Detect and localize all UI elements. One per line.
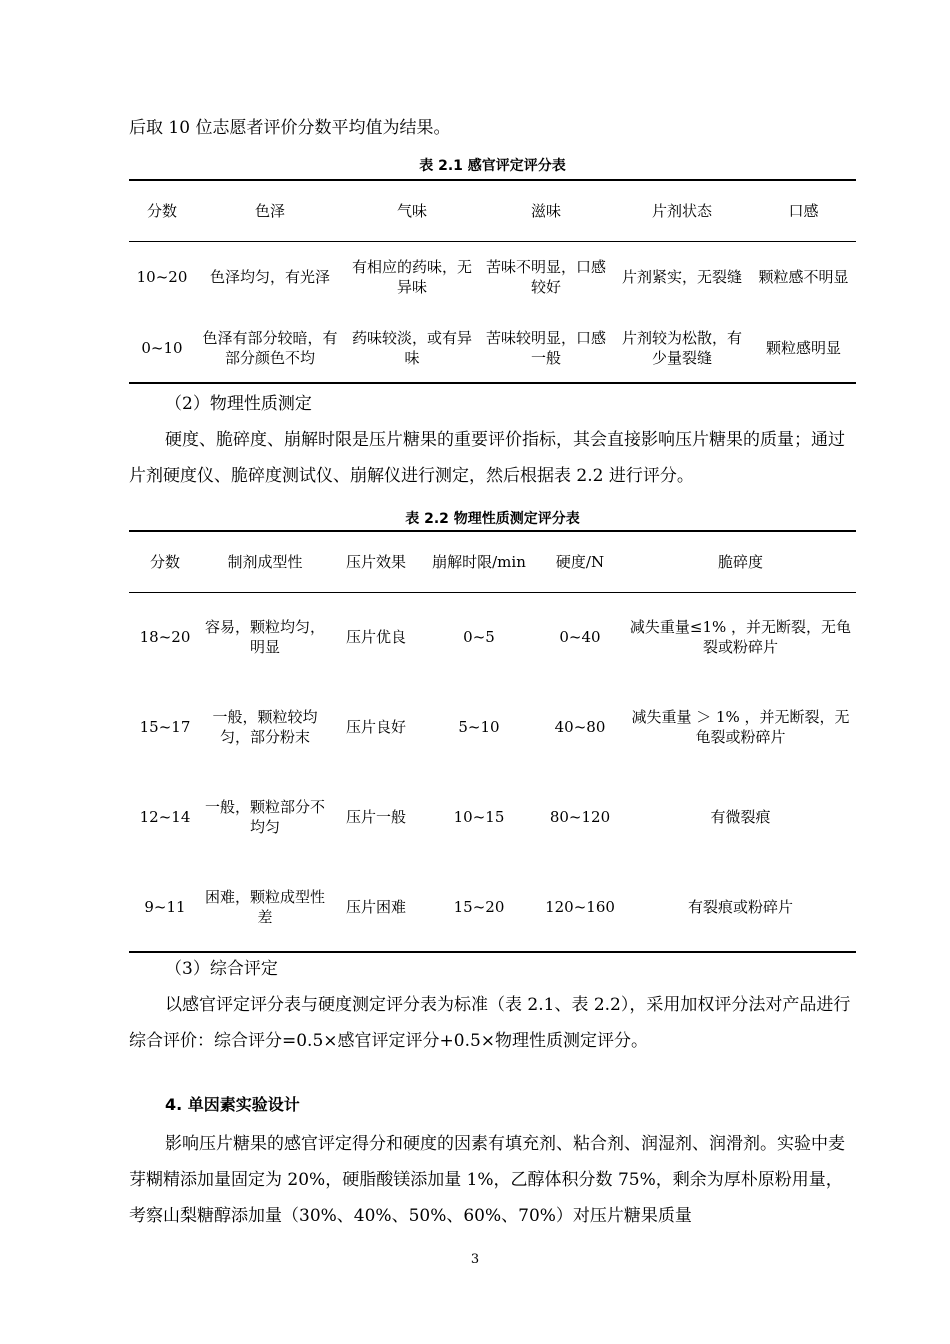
table-cell: 0~5 xyxy=(463,628,495,647)
table1-header-row xyxy=(129,180,856,241)
table1-header-cell: 气味 xyxy=(345,180,479,241)
table-cell: 120~160 xyxy=(545,897,615,916)
table-cell: 减失重量≤1% ，并无断裂，无龟裂或粉碎片 xyxy=(629,618,852,657)
table1-caption: 表 2.1 感官评定评分表 xyxy=(419,158,566,174)
table-cell: 药味较淡，或有异味 xyxy=(351,328,472,367)
table1-header-cell: 片剂状态 xyxy=(613,180,751,241)
table-cell: 减失重量 ＞ 1% ，并无断裂，无龟裂或粉碎片 xyxy=(631,708,850,746)
table-cell: 片剂紧实，无裂缝 xyxy=(621,268,742,287)
table-cell: 0~10 xyxy=(141,338,183,357)
table-row xyxy=(129,313,856,383)
table2-header-cell: 压片效果 xyxy=(329,531,423,592)
table-row xyxy=(129,772,856,862)
table-row xyxy=(129,241,856,313)
table-cell: 一般，颗粒较均匀，部分粉末 xyxy=(212,708,318,746)
table-cell: 片剂较为松散，有少量裂缝 xyxy=(621,328,742,367)
table-cell: 压片困难 xyxy=(345,897,406,916)
table1-header-cell: 色泽 xyxy=(195,180,345,241)
section4-heading: 4. 单因素实验设计 xyxy=(165,1095,300,1114)
table-cell: 颗粒感明显 xyxy=(765,338,841,357)
table-cell: 5~10 xyxy=(458,718,500,736)
table-cell: 苦味不明显，口感较好 xyxy=(485,258,606,297)
table-cell: 困难，颗粒成型性差 xyxy=(205,887,326,926)
table-cell: 压片优良 xyxy=(345,628,406,647)
table-cell: 9~11 xyxy=(144,897,186,916)
table-cell: 0~40 xyxy=(559,628,601,647)
table-cell: 苦味较明显，口感一般 xyxy=(485,328,606,367)
intro-line: 后取 10 位志愿者评价分数平均值为结果。 xyxy=(129,118,451,138)
table2-header-cell: 硬度/N xyxy=(535,531,625,592)
table-cell: 压片一般 xyxy=(345,808,406,826)
table-cell: 10~20 xyxy=(136,268,188,287)
section3-paragraph: 以感官评定评分表与硬度测定评分表为标准（表 2.1、表 2.2），采用加权评分法对产品进行综合评价：综合评分=0.5×感官评定评分+0.5×物理性质测定评分。 xyxy=(129,995,851,1051)
table2-header-cell: 崩解时限/min xyxy=(423,531,535,592)
table1-sensory-score xyxy=(129,179,856,384)
page-number: 3 xyxy=(470,1252,480,1267)
table2-caption: 表 2.2 物理性质测定评分表 xyxy=(405,511,580,527)
table1-header-cell: 口感 xyxy=(751,180,856,241)
table-row xyxy=(129,682,856,772)
table-cell: 压片良好 xyxy=(345,718,406,736)
table2-header-cell: 制剂成型性 xyxy=(201,531,329,592)
section3-title: （3）综合评定 xyxy=(165,959,278,979)
table-cell: 15~20 xyxy=(453,897,505,916)
section2-title: （2）物理性质测定 xyxy=(165,394,312,414)
table-cell: 40~80 xyxy=(554,718,606,736)
table-cell: 80~120 xyxy=(549,808,611,826)
table-row xyxy=(129,862,856,952)
table2-physical-score xyxy=(129,530,856,953)
table1-header-cell: 滋味 xyxy=(479,180,613,241)
table1-header-cell: 分数 xyxy=(129,180,195,241)
table2-header-cell: 脆碎度 xyxy=(625,531,856,592)
table-cell: 有微裂痕 xyxy=(710,808,771,826)
table-row xyxy=(129,592,856,682)
table-cell: 色泽均匀，有光泽 xyxy=(209,268,330,287)
table-cell: 色泽有部分较暗，有部分颜色不均 xyxy=(202,328,338,367)
table-cell: 12~14 xyxy=(139,808,191,826)
table-cell: 有相应的药味，无异味 xyxy=(351,258,472,297)
table2-header-row xyxy=(129,531,856,592)
table2-header-cell: 分数 xyxy=(129,531,201,592)
table-cell: 容易，颗粒均匀，明显 xyxy=(205,618,326,657)
table-cell: 一般，颗粒部分不均匀 xyxy=(205,798,326,836)
section2-paragraph: 硬度、脆碎度、崩解时限是压片糖果的重要评价指标，其会直接影响压片糖果的质量；通过片剂硬度仪、脆碎度测试仪、崩解仪进行测定，然后根据表 2.2 进行评分。 xyxy=(129,430,845,486)
table-cell: 18~20 xyxy=(139,628,191,647)
table-cell: 10~15 xyxy=(453,808,505,826)
table-cell: 有裂痕或粉碎片 xyxy=(687,897,793,916)
table-cell: 15~17 xyxy=(139,718,191,736)
section4-paragraph: 影响压片糖果的感官评定得分和硬度的因素有填充剂、粘合剂、润湿剂、润滑剂。实验中麦芽糊精添加量固定为 20%，硬脂酸镁添加量 1%，乙醇体积分数 75%，剩余为厚朴原粉用量，考察山梨糖醇添加量（30%、40%、50%、60%、70%）对压片糖果质量 xyxy=(129,1134,845,1226)
table-cell: 颗粒感不明显 xyxy=(758,268,849,287)
